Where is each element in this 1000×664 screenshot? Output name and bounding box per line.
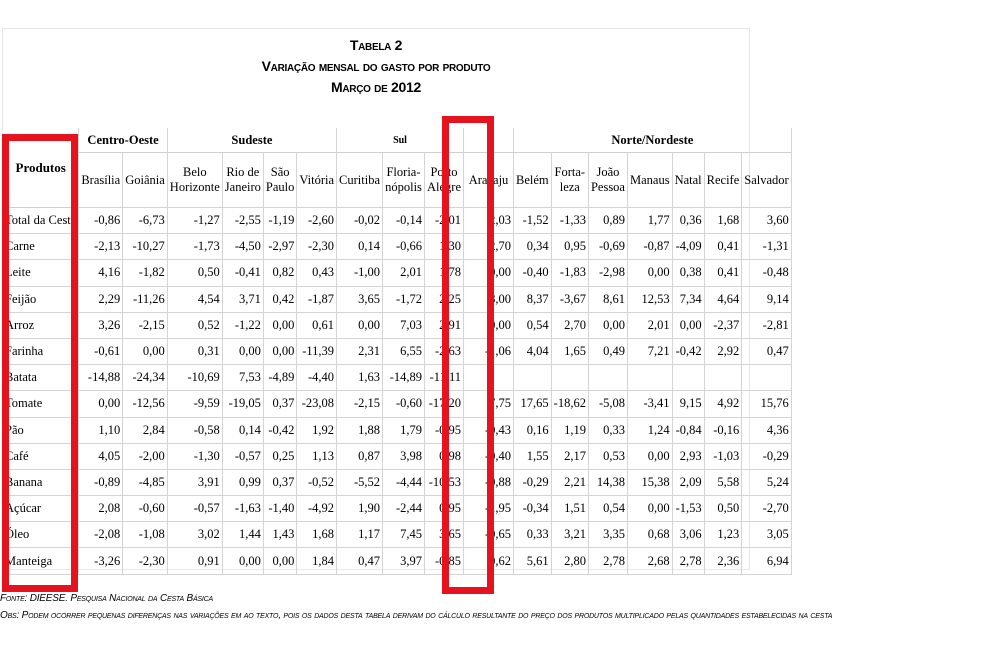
value-cell: 0,00 xyxy=(627,260,672,286)
obs-note: Obs: Podem ocorrer pequenas diferenças nas variações em ao texto, pois os dados desta tabela derivam do cálculo resultante do preço dos produtos multiplicado pelas quantidades estabelecidas na cesta xyxy=(0,610,833,621)
value-cell: 0,50 xyxy=(704,496,742,522)
value-cell: 0,42 xyxy=(263,286,296,312)
value-cell: 17,65 xyxy=(514,391,552,417)
value-cell: 3,02 xyxy=(167,522,222,548)
value-cell: -0,66 xyxy=(383,234,425,260)
value-cell: 0,00 xyxy=(627,443,672,469)
products-header: Produtos xyxy=(3,128,79,208)
value-cell: 1,51 xyxy=(551,496,588,522)
value-cell: -1,22 xyxy=(222,312,263,338)
value-cell: 0,82 xyxy=(263,260,296,286)
value-cell: 2,68 xyxy=(627,548,672,574)
value-cell: -0,41 xyxy=(222,260,263,286)
value-cell: -0,42 xyxy=(672,338,704,364)
city-header: São Paulo xyxy=(263,153,296,208)
value-cell: -0,29 xyxy=(742,443,791,469)
value-cell: 0,62 xyxy=(464,548,514,574)
value-cell: 3,98 xyxy=(383,443,425,469)
value-cell: 3,06 xyxy=(672,522,704,548)
product-name-cell: Batata xyxy=(3,365,79,391)
value-cell: 2,36 xyxy=(704,548,742,574)
city-header-row xyxy=(3,153,791,208)
product-name-cell: Arroz xyxy=(3,312,79,338)
value-cell: 0,41 xyxy=(704,260,742,286)
value-cell: 2,09 xyxy=(672,469,704,495)
value-cell: 0,00 xyxy=(79,391,123,417)
value-cell: -3,41 xyxy=(627,391,672,417)
data-table xyxy=(3,128,792,575)
city-header: Natal xyxy=(672,153,704,208)
region-header-row xyxy=(3,128,791,153)
city-header: Forta-leza xyxy=(551,153,588,208)
value-cell: 0,00 xyxy=(337,312,383,338)
value-cell: 0,95 xyxy=(425,496,464,522)
value-cell: 0,99 xyxy=(222,469,263,495)
value-cell: -5,52 xyxy=(337,469,383,495)
value-cell: 4,05 xyxy=(79,443,123,469)
value-cell: 1,10 xyxy=(79,417,123,443)
product-name-cell: Farinha xyxy=(3,338,79,364)
value-cell: 1,68 xyxy=(297,522,337,548)
table-row xyxy=(3,286,791,312)
value-cell: 0,00 xyxy=(627,496,672,522)
city-header: Belo Horizonte xyxy=(167,153,222,208)
product-name-cell: Banana xyxy=(3,469,79,495)
value-cell: 4,04 xyxy=(514,338,552,364)
value-cell: 0,00 xyxy=(263,548,296,574)
value-cell: 9,15 xyxy=(672,391,704,417)
value-cell: 0,25 xyxy=(263,443,296,469)
value-cell: 5,58 xyxy=(704,469,742,495)
value-cell: 2,01 xyxy=(627,312,672,338)
value-cell: -0,86 xyxy=(79,208,123,234)
value-cell: 2,17 xyxy=(551,443,588,469)
value-cell: -18,62 xyxy=(551,391,588,417)
region-header: Norte/Nordeste xyxy=(514,128,792,153)
value-cell: -1,73 xyxy=(167,234,222,260)
value-cell: 3,71 xyxy=(222,286,263,312)
value-cell: -2,55 xyxy=(222,208,263,234)
value-cell: -2,70 xyxy=(742,496,791,522)
value-cell: 1,90 xyxy=(337,496,383,522)
value-cell: -0,57 xyxy=(222,443,263,469)
table-row xyxy=(3,548,791,574)
value-cell: -0,52 xyxy=(297,469,337,495)
value-cell: -17,20 xyxy=(425,391,464,417)
value-cell: -1,03 xyxy=(704,443,742,469)
value-cell: -0,58 xyxy=(167,417,222,443)
value-cell: -4,89 xyxy=(263,365,296,391)
value-cell: -1,00 xyxy=(337,260,383,286)
value-cell: 1,23 xyxy=(704,522,742,548)
value-cell: 0,34 xyxy=(514,234,552,260)
value-cell: 1,63 xyxy=(337,365,383,391)
value-cell: 1,77 xyxy=(627,208,672,234)
value-cell: 1,43 xyxy=(263,522,296,548)
value-cell xyxy=(704,365,742,391)
value-cell: 2,78 xyxy=(588,548,627,574)
value-cell: 0,98 xyxy=(425,443,464,469)
value-cell: 7,21 xyxy=(627,338,672,364)
value-cell: -14,88 xyxy=(79,365,123,391)
value-cell: 15,76 xyxy=(742,391,791,417)
value-cell: 0,87 xyxy=(337,443,383,469)
value-cell: 0,00 xyxy=(672,312,704,338)
value-cell: -1,40 xyxy=(263,496,296,522)
value-cell: -4,40 xyxy=(297,365,337,391)
city-header: Rio de Janeiro xyxy=(222,153,263,208)
product-name-cell: Tomate xyxy=(3,391,79,417)
value-cell: -2,97 xyxy=(263,234,296,260)
product-name-cell: Carne xyxy=(3,234,79,260)
value-cell: 1,30 xyxy=(425,234,464,260)
value-cell: -2,63 xyxy=(425,338,464,364)
product-name-cell: Manteiga xyxy=(3,548,79,574)
value-cell: -4,09 xyxy=(672,234,704,260)
value-cell: -10,69 xyxy=(167,365,222,391)
value-cell: 0,36 xyxy=(672,208,704,234)
value-cell: -0,57 xyxy=(167,496,222,522)
value-cell: 0,00 xyxy=(464,260,514,286)
value-cell: 0,41 xyxy=(704,234,742,260)
value-cell: -1,06 xyxy=(464,338,514,364)
value-cell: -3,26 xyxy=(79,548,123,574)
value-cell: 0,89 xyxy=(588,208,627,234)
value-cell: -1,72 xyxy=(383,286,425,312)
value-cell: -2,98 xyxy=(588,260,627,286)
value-cell: 0,95 xyxy=(551,234,588,260)
value-cell: -4,50 xyxy=(222,234,263,260)
value-cell: -0,16 xyxy=(704,417,742,443)
value-cell: -0,02 xyxy=(337,208,383,234)
value-cell: -6,73 xyxy=(123,208,168,234)
value-cell: 0,00 xyxy=(263,312,296,338)
value-cell: -10,53 xyxy=(425,469,464,495)
value-cell: -11,39 xyxy=(297,338,337,364)
value-cell: 15,38 xyxy=(627,469,672,495)
value-cell: -2,44 xyxy=(383,496,425,522)
product-name-cell: Leite xyxy=(3,260,79,286)
value-cell: 0,61 xyxy=(297,312,337,338)
value-cell: 4,36 xyxy=(742,417,791,443)
value-cell xyxy=(742,365,791,391)
product-name-cell: Óleo xyxy=(3,522,79,548)
value-cell: 0,14 xyxy=(222,417,263,443)
value-cell xyxy=(551,365,588,391)
value-cell: 4,92 xyxy=(704,391,742,417)
table-row xyxy=(3,312,791,338)
value-cell: 0,33 xyxy=(514,522,552,548)
value-cell: -19,05 xyxy=(222,391,263,417)
value-cell: 0,00 xyxy=(123,338,168,364)
value-cell: -2,15 xyxy=(123,312,168,338)
value-cell: -2,81 xyxy=(742,312,791,338)
value-cell: 12,53 xyxy=(627,286,672,312)
value-cell: -4,44 xyxy=(383,469,425,495)
value-cell: -0,42 xyxy=(263,417,296,443)
value-cell: 7,34 xyxy=(672,286,704,312)
table-title xyxy=(2,35,750,98)
value-cell: -0,14 xyxy=(383,208,425,234)
value-cell: 6,94 xyxy=(742,548,791,574)
value-cell: -1,53 xyxy=(672,496,704,522)
value-cell: 2,93 xyxy=(672,443,704,469)
table-row xyxy=(3,417,791,443)
value-cell: 7,45 xyxy=(383,522,425,548)
value-cell: -1,30 xyxy=(167,443,222,469)
value-cell: -9,59 xyxy=(167,391,222,417)
city-header: Curitiba xyxy=(337,153,383,208)
value-cell: 3,05 xyxy=(742,522,791,548)
value-cell: 0,00 xyxy=(222,338,263,364)
value-cell: -0,84 xyxy=(672,417,704,443)
value-cell: -2,15 xyxy=(337,391,383,417)
value-cell: -0,85 xyxy=(425,548,464,574)
value-cell: 9,14 xyxy=(742,286,791,312)
value-cell: 8,37 xyxy=(514,286,552,312)
value-cell: 7,03 xyxy=(383,312,425,338)
value-cell: -2,01 xyxy=(425,208,464,234)
value-cell: 2,84 xyxy=(123,417,168,443)
value-cell: -2,30 xyxy=(123,548,168,574)
value-cell xyxy=(514,365,552,391)
region-header xyxy=(464,128,514,153)
value-cell: 2,01 xyxy=(383,260,425,286)
value-cell: -0,69 xyxy=(588,234,627,260)
value-cell: -1,08 xyxy=(123,522,168,548)
value-cell: -2,30 xyxy=(297,234,337,260)
value-cell: 0,54 xyxy=(588,496,627,522)
table-row xyxy=(3,391,791,417)
value-cell: 2,78 xyxy=(672,548,704,574)
value-cell: -12,56 xyxy=(123,391,168,417)
value-cell: -3,67 xyxy=(551,286,588,312)
value-cell xyxy=(627,365,672,391)
value-cell: -0,95 xyxy=(425,417,464,443)
value-cell: -1,27 xyxy=(167,208,222,234)
value-cell: -0,61 xyxy=(79,338,123,364)
value-cell xyxy=(588,365,627,391)
value-cell: -11,26 xyxy=(123,286,168,312)
value-cell: 4,64 xyxy=(704,286,742,312)
value-cell: -0,89 xyxy=(79,469,123,495)
value-cell: -1,52 xyxy=(514,208,552,234)
value-cell: 0,37 xyxy=(263,391,296,417)
value-cell: -2,00 xyxy=(123,443,168,469)
value-cell: -23,08 xyxy=(297,391,337,417)
value-cell: -5,08 xyxy=(588,391,627,417)
value-cell: 6,55 xyxy=(383,338,425,364)
table-row xyxy=(3,443,791,469)
value-cell: -0,40 xyxy=(464,443,514,469)
region-header: Centro-Oeste xyxy=(79,128,167,153)
value-cell: 0,91 xyxy=(167,548,222,574)
city-header: Porto Alegre xyxy=(425,153,464,208)
value-cell: 3,91 xyxy=(167,469,222,495)
region-header: Sul xyxy=(337,128,464,153)
product-name-cell: Pão xyxy=(3,417,79,443)
city-header: Recife xyxy=(704,153,742,208)
value-cell xyxy=(672,365,704,391)
value-cell: 0,54 xyxy=(514,312,552,338)
value-cell: 1,55 xyxy=(514,443,552,469)
value-cell: 0,47 xyxy=(337,548,383,574)
city-header: Salvador xyxy=(742,153,791,208)
value-cell: -11,11 xyxy=(425,365,464,391)
city-header: Floria-nópolis xyxy=(383,153,425,208)
value-cell: 1,79 xyxy=(383,417,425,443)
value-cell: 1,88 xyxy=(337,417,383,443)
table-row xyxy=(3,522,791,548)
value-cell: 1,92 xyxy=(297,417,337,443)
value-cell: -1,19 xyxy=(263,208,296,234)
value-cell: -0,60 xyxy=(383,391,425,417)
table-row xyxy=(3,469,791,495)
value-cell: 3,97 xyxy=(383,548,425,574)
value-cell: -1,33 xyxy=(551,208,588,234)
value-cell: 2,29 xyxy=(79,286,123,312)
value-cell: -0,60 xyxy=(123,496,168,522)
value-cell: -0,87 xyxy=(627,234,672,260)
value-cell: 0,47 xyxy=(742,338,791,364)
value-cell: 0,49 xyxy=(588,338,627,364)
value-cell: 4,54 xyxy=(167,286,222,312)
value-cell: -4,85 xyxy=(123,469,168,495)
value-cell: 0,53 xyxy=(588,443,627,469)
table-row xyxy=(3,260,791,286)
value-cell: 2,31 xyxy=(337,338,383,364)
value-cell: 1,78 xyxy=(425,260,464,286)
value-cell: 2,70 xyxy=(464,234,514,260)
value-cell: -0,34 xyxy=(514,496,552,522)
table-row xyxy=(3,208,791,234)
value-cell: 1,65 xyxy=(551,338,588,364)
value-cell: 1,44 xyxy=(222,522,263,548)
value-cell: -14,89 xyxy=(383,365,425,391)
value-cell: -1,82 xyxy=(123,260,168,286)
value-cell: -0,43 xyxy=(464,417,514,443)
value-cell: 5,24 xyxy=(742,469,791,495)
table-row xyxy=(3,338,791,364)
value-cell xyxy=(464,365,514,391)
value-cell: 0,68 xyxy=(627,522,672,548)
value-cell: 3,21 xyxy=(551,522,588,548)
value-cell: 7,53 xyxy=(222,365,263,391)
value-cell: 0,52 xyxy=(167,312,222,338)
value-cell: -0,48 xyxy=(742,260,791,286)
value-cell: -1,83 xyxy=(551,260,588,286)
value-cell: 2,80 xyxy=(551,548,588,574)
value-cell: 2,70 xyxy=(551,312,588,338)
value-cell: 7,75 xyxy=(464,391,514,417)
value-cell: 3,65 xyxy=(337,286,383,312)
value-cell: 1,19 xyxy=(551,417,588,443)
value-cell: 0,00 xyxy=(464,312,514,338)
value-cell: 1,17 xyxy=(337,522,383,548)
value-cell: -0,65 xyxy=(464,522,514,548)
table-row xyxy=(3,496,791,522)
value-cell: -1,87 xyxy=(297,286,337,312)
value-cell: -0,88 xyxy=(464,469,514,495)
product-name-cell: Café xyxy=(3,443,79,469)
value-cell: -2,13 xyxy=(79,234,123,260)
value-cell: 3,60 xyxy=(742,208,791,234)
product-name-cell: Total da Cesta xyxy=(3,208,79,234)
value-cell: 2,03 xyxy=(464,208,514,234)
value-cell: 3,65 xyxy=(425,522,464,548)
value-cell: 1,24 xyxy=(627,417,672,443)
city-header: Manaus xyxy=(627,153,672,208)
city-header: João Pessoa xyxy=(588,153,627,208)
value-cell: 0,37 xyxy=(263,469,296,495)
value-cell: -0,29 xyxy=(514,469,552,495)
city-header: Brasília xyxy=(79,153,123,208)
value-cell: -1,31 xyxy=(742,234,791,260)
value-cell: 3,35 xyxy=(588,522,627,548)
value-cell: 0,38 xyxy=(672,260,704,286)
value-cell: 0,43 xyxy=(297,260,337,286)
table-row xyxy=(3,234,791,260)
value-cell: -10,27 xyxy=(123,234,168,260)
city-header: Aracaju xyxy=(464,153,514,208)
value-cell: 0,16 xyxy=(514,417,552,443)
value-cell: 0,00 xyxy=(263,338,296,364)
value-cell: 1,84 xyxy=(297,548,337,574)
value-cell: -2,60 xyxy=(297,208,337,234)
value-cell: 2,21 xyxy=(551,469,588,495)
value-cell: 0,00 xyxy=(222,548,263,574)
product-name-cell: Feijão xyxy=(3,286,79,312)
value-cell: 0,00 xyxy=(588,312,627,338)
value-cell: 5,61 xyxy=(514,548,552,574)
source-note: Fonte: DIEESE. Pesquisa Nacional da Cesta Básica xyxy=(0,593,213,604)
value-cell: 2,25 xyxy=(425,286,464,312)
title-line-2: Variação mensal do gasto por produto xyxy=(261,58,491,74)
value-cell: 0,50 xyxy=(167,260,222,286)
value-cell: 2,91 xyxy=(425,312,464,338)
value-cell: 8,00 xyxy=(464,286,514,312)
value-cell: 1,68 xyxy=(704,208,742,234)
value-cell: -2,37 xyxy=(704,312,742,338)
value-cell: 0,14 xyxy=(337,234,383,260)
value-cell: 8,61 xyxy=(588,286,627,312)
value-cell: 2,08 xyxy=(79,496,123,522)
title-line-1: Tabela 2 xyxy=(349,37,403,53)
value-cell: 0,33 xyxy=(588,417,627,443)
product-name-cell: Açúcar xyxy=(3,496,79,522)
value-cell: -2,08 xyxy=(79,522,123,548)
value-cell: -1,95 xyxy=(464,496,514,522)
region-header: Sudeste xyxy=(167,128,336,153)
value-cell: 0,31 xyxy=(167,338,222,364)
value-cell: -24,34 xyxy=(123,365,168,391)
value-cell: 2,92 xyxy=(704,338,742,364)
value-cell: 3,26 xyxy=(79,312,123,338)
value-cell: 14,38 xyxy=(588,469,627,495)
value-cell: -1,63 xyxy=(222,496,263,522)
value-cell: 4,16 xyxy=(79,260,123,286)
city-header: Vitória xyxy=(297,153,337,208)
title-line-3: Março de 2012 xyxy=(330,79,422,95)
city-header: Belém xyxy=(514,153,552,208)
table-row xyxy=(3,365,791,391)
value-cell: 1,13 xyxy=(297,443,337,469)
value-cell: -4,92 xyxy=(297,496,337,522)
city-header: Goiânia xyxy=(123,153,168,208)
value-cell: -0,40 xyxy=(514,260,552,286)
